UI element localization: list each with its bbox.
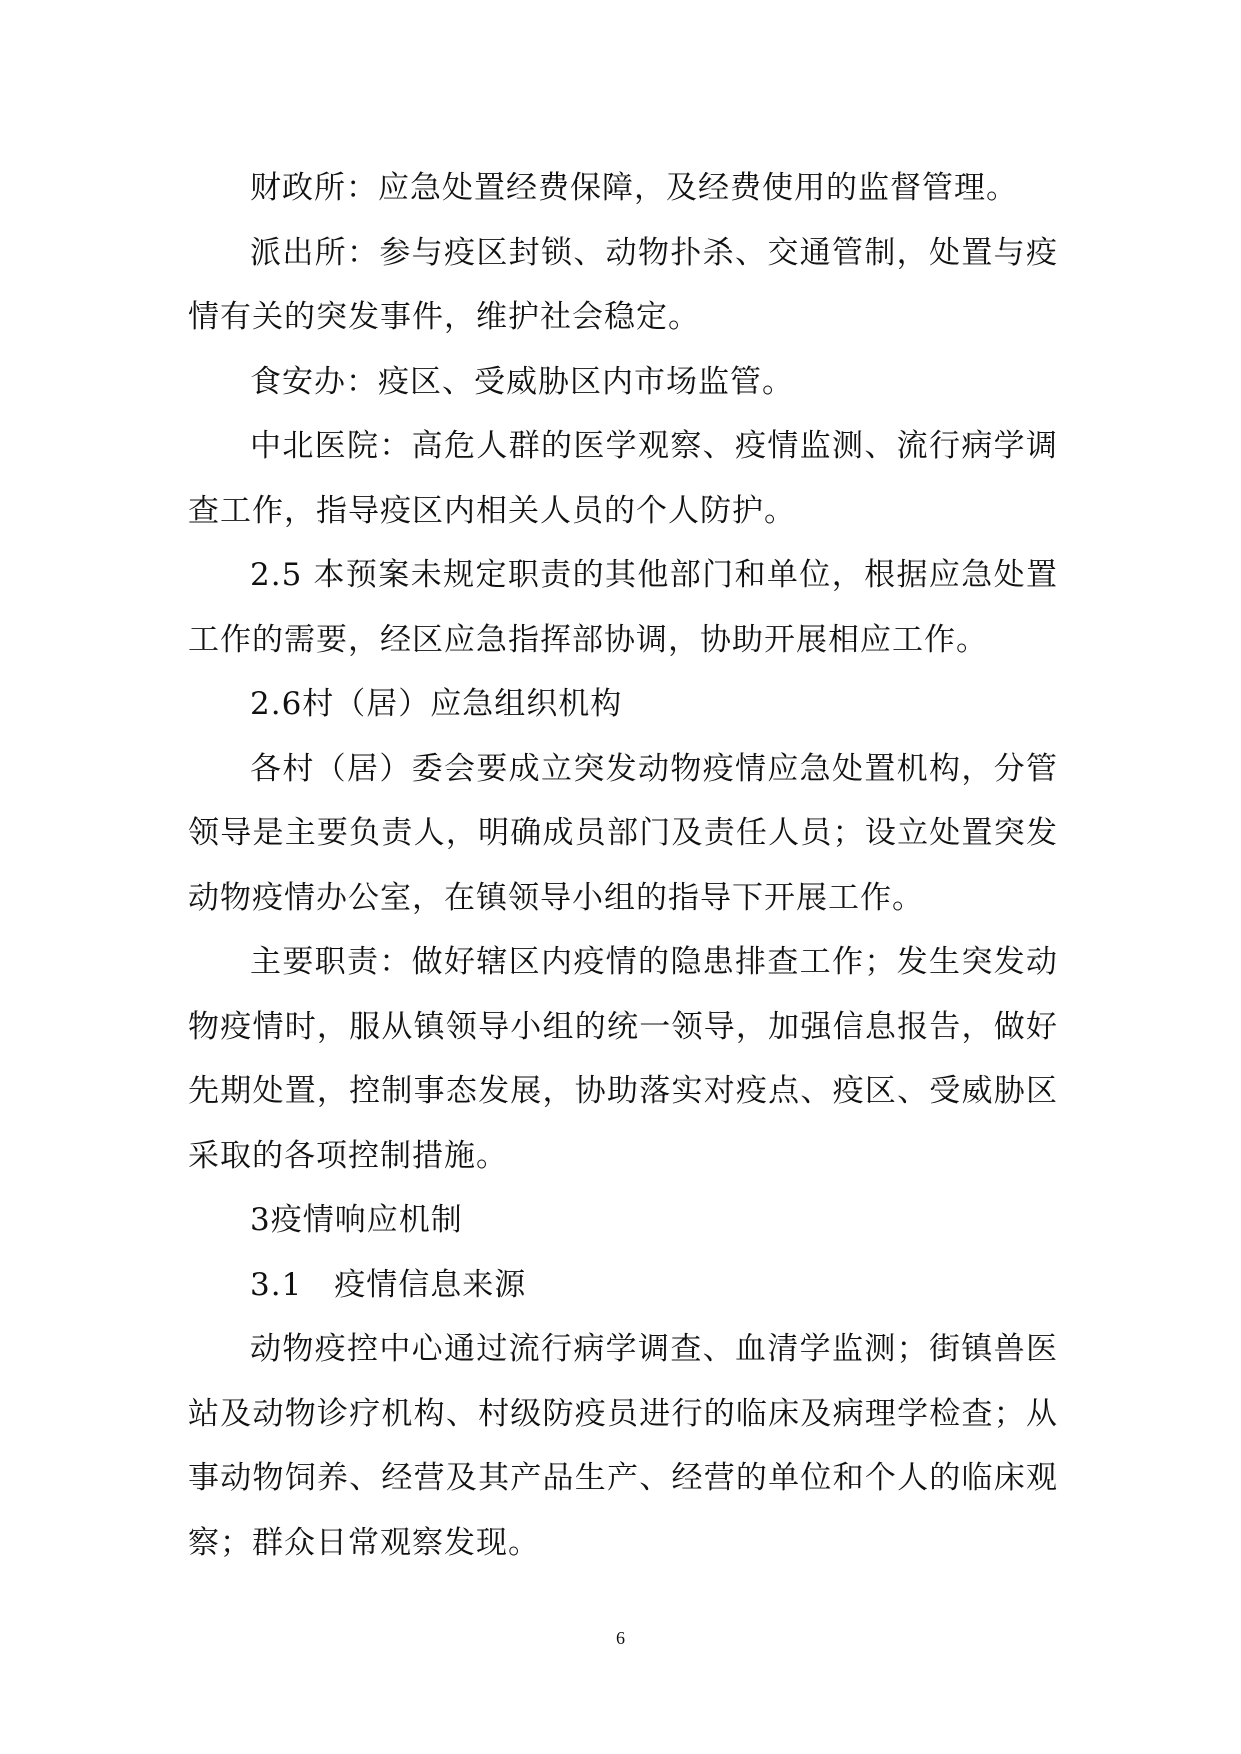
- paragraph-food-safety-office: 食安办：疫区、受威胁区内市场监管。: [250, 363, 794, 400]
- paragraph-police-station: 派出所：参与疫区封锁、动物扑杀、交通管制，处置与疫情有关的突发事件，维护社会稳定。: [188, 234, 1058, 335]
- body-text: [188, 156, 1058, 1575]
- paragraph-finance-office: 财政所：应急处置经费保障，及经费使用的监督管理。: [250, 170, 1018, 206]
- heading-section-3-1: 3.1 疫情信息来源: [250, 1266, 527, 1303]
- paragraph-information-sources: 动物疫控中心通过流行病学调查、血清学监测；街镇兽医站及动物诊疗机构、村级防疫员进行的临床及病理学检查；从事动物饲养、经营及其产品生产、经营的单位和个人的临床观察；群众日常观察发现。: [188, 1331, 1058, 1561]
- heading-section-3: 3疫情响应机制: [250, 1202, 463, 1238]
- paragraph-main-duties: 主要职责：做好辖区内疫情的隐患排查工作；发生突发动物疫情时，服从镇领导小组的统一领导，加强信息报告，做好先期处置，控制事态发展，协助落实对疫点、疫区、受威胁区采取的各项控制措施。: [188, 944, 1058, 1174]
- page-number: 6: [616, 1628, 625, 1648]
- heading-section-2-6: 2.6村（居）应急组织机构: [250, 686, 623, 722]
- paragraph-section-2-5: 2.5 本预案未规定职责的其他部门和单位，根据应急处置工作的需要，经区应急指挥部协调，协助开展相应工作。: [188, 557, 1058, 658]
- paragraph-village-committees: 各村（居）委会要成立突发动物疫情应急处置机构，分管领导是主要负责人，明确成员部门及责任人员；设立处置突发动物疫情办公室，在镇领导小组的指导下开展工作。: [188, 750, 1058, 916]
- paragraph-zhongbei-hospital: 中北医院：高危人群的医学观察、疫情监测、流行病学调查工作，指导疫区内相关人员的个人防护。: [188, 428, 1058, 529]
